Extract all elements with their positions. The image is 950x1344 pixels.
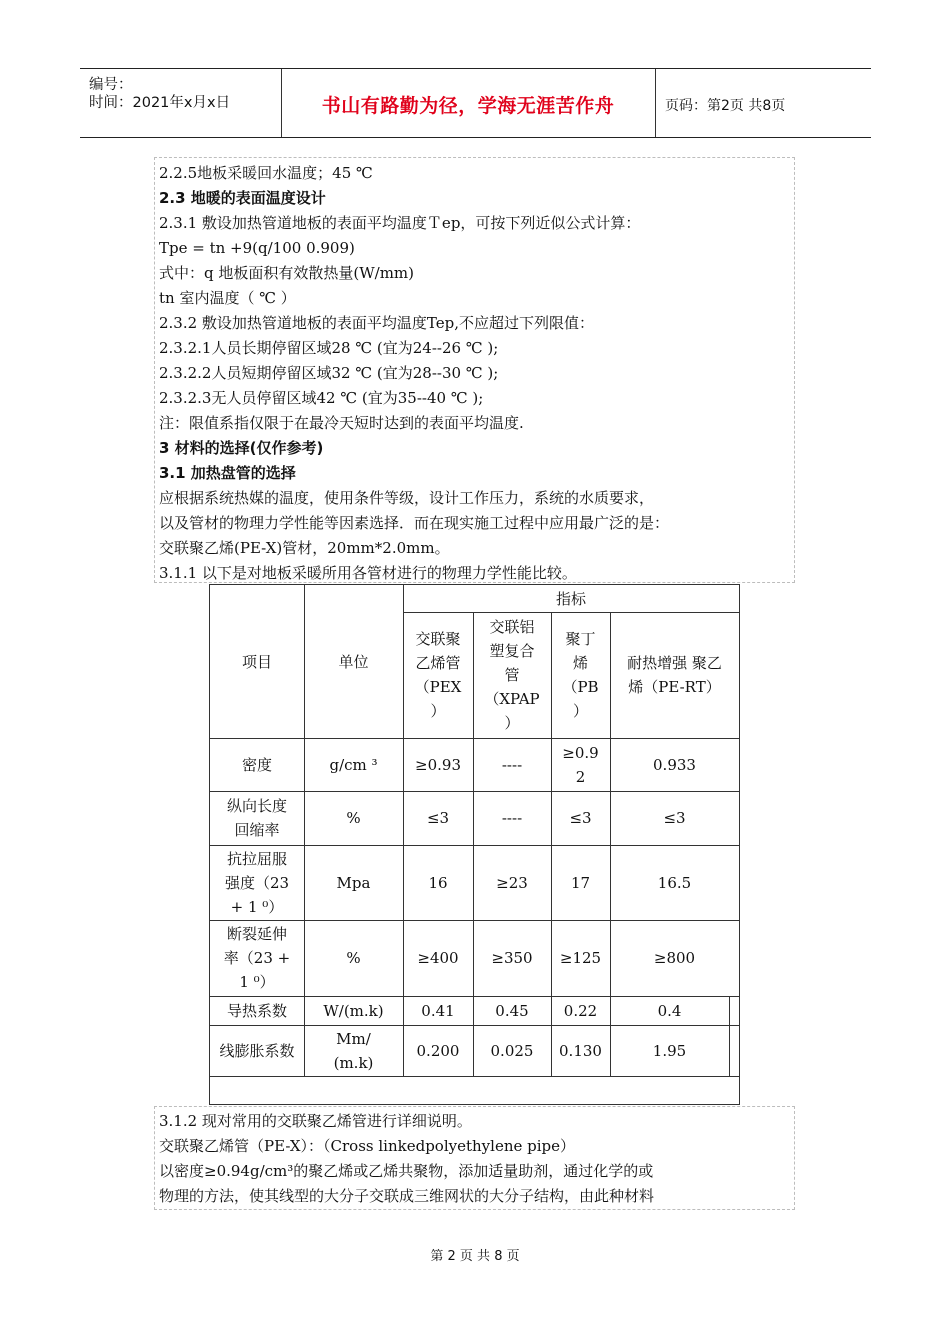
column-header-item: 项目 (241, 652, 272, 671)
cell-text-line: ≤3 (426, 809, 450, 827)
cell-text-line: 线膨胀系数 (219, 1041, 295, 1060)
cell-text-line: Mm/ (336, 1029, 371, 1048)
cell-text-line: Mpa (336, 873, 371, 892)
section-heading: 3.1 加热盘管的选择 (159, 464, 296, 482)
table-cell (403, 996, 473, 1025)
cell-text-line: + 1 ⁰） (230, 897, 284, 916)
table-cell (610, 791, 739, 845)
row-unit (304, 996, 403, 1025)
section-heading: 3 材料的选择(仅作参考) (159, 439, 324, 457)
cell-text-line: ≥23 (496, 873, 528, 892)
row-item (210, 845, 304, 920)
table-cell (403, 738, 473, 791)
table-cell (551, 738, 610, 791)
cell-text-line: 0.41 (421, 1001, 455, 1020)
cell-text-line: % (346, 949, 361, 967)
cell-text-line: ≥125 (559, 949, 602, 967)
table-cell (551, 845, 610, 920)
table-cell (610, 845, 739, 920)
row-item (210, 1025, 304, 1076)
cell-text-line: % (346, 809, 361, 827)
cell-text-line: 16.5 (657, 873, 692, 892)
column-header-pe-rt (610, 612, 739, 738)
text-line: 2.2.5地板采暖回水温度；45 ℃ (159, 164, 373, 182)
table-cell (473, 791, 551, 845)
cell-text-line: 1 ⁰） (239, 973, 275, 991)
section-heading: 2.3 地暖的表面温度设计 (159, 189, 326, 207)
header-divider (655, 69, 656, 137)
table-cell (610, 1025, 729, 1076)
cell-text-line: 烯（PE-RT） (628, 678, 721, 696)
cell-text-line: g/cm ³ (329, 755, 378, 774)
cell-text-line: 率（23 + (223, 949, 291, 967)
table-cell (473, 1025, 551, 1076)
document-number: 编号： (89, 77, 133, 93)
document-date: 时间：2021年x月x日 (89, 95, 231, 111)
table-rule (210, 1076, 739, 1077)
text-line: 2.3.2.2人员短期停留区域32 ℃ (宜为28--30 ℃ ); (159, 364, 499, 382)
row-unit (304, 845, 403, 920)
cell-text-line: 耐热增强 聚乙 (627, 654, 722, 672)
header-motto: 书山有路勤为径，学海无涯苦作舟 (321, 95, 615, 117)
table-cell (551, 920, 610, 996)
cell-text-line: 交联铝 (489, 618, 535, 636)
cell-text-line: （XPAP (484, 690, 540, 708)
table-cell (403, 791, 473, 845)
column-header-pb (551, 612, 610, 738)
cell-text-line: 0.025 (490, 1041, 534, 1060)
text-line: 式中：q 地板面积有效散热量(W/mm) (159, 264, 414, 282)
table-cell (551, 1025, 610, 1076)
table-cell (403, 920, 473, 996)
text-line: 3.1.1 以下是对地板采暖所用各管材进行的物理力学性能比较。 (159, 564, 577, 582)
table-cell (473, 845, 551, 920)
cell-text-line: 0.200 (416, 1041, 460, 1060)
text-line: 以及管材的物理力学性能等因素选择．而在现实施工过程中应用最广泛的是： (159, 514, 670, 532)
cell-text-line: （PB (562, 678, 599, 696)
cell-text-line: 0.130 (559, 1041, 602, 1060)
table-cell (403, 1025, 473, 1076)
row-item (210, 920, 304, 996)
table-cell (473, 738, 551, 791)
text-line: 2.3.2.1人员长期停留区域28 ℃ (宜为24--26 ℃ ); (159, 339, 499, 357)
text-line: 应根据系统热媒的温度，使用条件等级，设计工作压力，系统的水质要求， (159, 489, 655, 507)
cell-text-line: （PEX (414, 678, 462, 696)
cell-text-line: 密度 (241, 755, 272, 774)
header-page-number: 页码：第2页 共8页 (665, 98, 786, 114)
cell-text-line: 导热系数 (226, 1001, 287, 1020)
column-header-pex (403, 612, 473, 738)
table-cell (610, 996, 729, 1025)
table-rule (729, 996, 730, 1076)
cell-text-line: 2 (575, 767, 586, 786)
cell-text-line: ） (430, 702, 446, 720)
cell-text-line: 回缩率 (234, 821, 280, 839)
cell-text-line: 0.22 (563, 1001, 598, 1020)
cell-text-line: ≥0.9 (562, 743, 599, 762)
cell-text-line: 聚丁 (565, 630, 596, 648)
cell-text-line: ≥350 (491, 949, 533, 967)
cell-text-line: ） (572, 702, 588, 720)
cell-text-line: 管 (504, 666, 520, 684)
cell-text-line: (m.k) (333, 1053, 374, 1072)
column-group-header: 指标 (555, 589, 586, 608)
row-unit (304, 738, 403, 791)
row-unit (304, 1025, 403, 1076)
text-line: 以密度≥0.94g/cm³的聚乙烯或乙烯共聚物，添加适量助剂，通过化学的或 (159, 1162, 654, 1180)
cell-text-line: 乙烯管 (415, 654, 461, 672)
cell-text-line: 16 (428, 873, 448, 892)
table-cell (610, 920, 739, 996)
text-line: 交联聚乙烯(PE-X)管材，20mm*2.0mm。 (159, 539, 450, 557)
text-line: 2.3.2.3无人员停留区域42 ℃ (宜为35--40 ℃ ); (159, 389, 484, 407)
text-line: 交联聚乙烯管（PE-X）：（Cross linkedpolyethylene pipe） (159, 1137, 576, 1155)
cell-text-line: 1.95 (652, 1041, 687, 1060)
text-block-1 (154, 157, 795, 583)
row-item (210, 996, 304, 1025)
cell-text-line: 17 (570, 873, 591, 892)
table-cell (551, 791, 610, 845)
cell-text-line: 塑复合 (489, 642, 535, 660)
page-footer: 第 2 页 共 8 页 (430, 1249, 520, 1264)
cell-text-line: ≤3 (569, 809, 592, 827)
cell-text-line: ≥400 (417, 949, 459, 967)
cell-text-line: W/(m.k) (323, 1001, 384, 1020)
cell-text-line: ---- (501, 755, 523, 774)
cell-text-line: 强度（23 (224, 873, 290, 892)
text-line: 3.1.2 现对常用的交联聚乙烯管进行详细说明。 (159, 1112, 472, 1130)
cell-text-line: 0.933 (653, 755, 696, 774)
pipe-comparison-table (209, 584, 740, 1105)
table-cell (473, 996, 551, 1025)
column-header-xpap (473, 612, 551, 738)
row-unit (304, 791, 403, 845)
text-line: 2.3.2 敷设加热管道地板的表面平均温度Tep,不应超过下列限值： (159, 314, 595, 332)
cell-text-line: 纵向长度 (226, 797, 287, 815)
cell-text-line: 烯 (572, 654, 588, 672)
cell-text-line: ---- (501, 809, 523, 827)
column-header-unit: 单位 (338, 652, 369, 671)
table-cell (403, 845, 473, 920)
text-line: 注：限值系指仅限于在最冷天短时达到的表面平均温度. (159, 414, 524, 432)
cell-text-line: 交联聚 (415, 630, 461, 648)
text-line: tn 室内温度（ ℃ ） (159, 289, 296, 307)
page-header (80, 68, 871, 138)
table-cell (473, 920, 551, 996)
cell-text-line: 0.45 (495, 1001, 529, 1020)
text-line: 2.3.1 敷设加热管道地板的表面平均温度Ｔep，可按下列近似公式计算： (159, 214, 641, 232)
cell-text-line: ≥800 (653, 949, 696, 967)
table-cell (610, 738, 739, 791)
row-item (210, 791, 304, 845)
text-block-2 (154, 1106, 795, 1210)
cell-text-line: 0.4 (657, 1001, 682, 1020)
formula-line: Tpe = tn +9(q/100 0.909) (159, 239, 355, 257)
cell-text-line: ≥0.93 (415, 755, 461, 774)
row-unit (304, 920, 403, 996)
table-cell (551, 996, 610, 1025)
text-line: 物理的方法，使其线型的大分子交联成三维网状的大分子结构，由此种材料 (159, 1187, 655, 1205)
cell-text-line: 断裂延伸 (226, 925, 287, 943)
cell-text-line: 抗拉屈服 (226, 849, 287, 868)
row-item (210, 738, 304, 791)
cell-text-line: ） (504, 714, 520, 732)
cell-text-line: ≤3 (663, 809, 686, 827)
